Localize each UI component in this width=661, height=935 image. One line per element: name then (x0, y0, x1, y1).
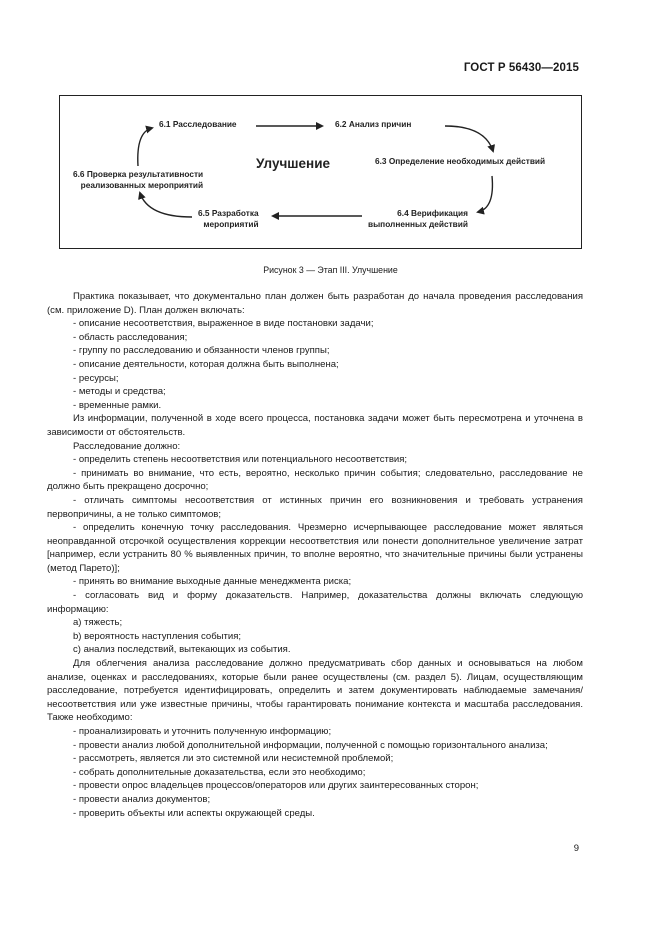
document-code: ГОСТ Р 56430—2015 (463, 62, 579, 74)
list-item: - описание несоответствия, выраженное в виде постановки задачи; (47, 317, 583, 331)
paragraph: Практика показывает, что документально план должен быть разработан до начала проведения расследования (см. приложение D). План должен включать: (47, 291, 583, 316)
list-item: - ресурсы; (47, 372, 583, 386)
paragraph: Расследование должно: (73, 440, 181, 452)
list-item: - собрать дополнительные доказательства, если это необходимо; (47, 766, 583, 780)
list-item: b) вероятность наступления события; (73, 630, 242, 642)
list-item: - согласовать вид и форму доказательств. Например, доказательства должны включать следующую информацию: (47, 589, 583, 616)
step-6-3-label: 6.3 Определение необходимых действий (375, 156, 546, 166)
figure-caption: Рисунок 3 — Этап III. Улучшение (263, 265, 398, 275)
arrow-6-5-to-6-6 (140, 193, 192, 217)
list-item: - рассмотреть, является ли это системной или несистемной проблемой; (47, 752, 583, 766)
list-item: - проверить объекты или аспекты окружающей среды. (47, 807, 583, 821)
paragraph: Для облегчения анализа расследование должно предусматривать сбор данных и основываться на любом анализе, оценках и расследованиях, которые были ранее осуществлены (см. раздел 5). Лицам, осуществляющим расследование, потребуется идентифицировать, определить и затем документировать наблюдаемые замечания/несоответствия или уже известные причины, чтобы гарантировать понимание контекста и масштаба расследования. Также необходимо: (47, 658, 583, 724)
step-6-4-label: 6.4 Верификация выполненных действий (368, 208, 468, 229)
improvement-center-label: Улучшение (256, 156, 331, 171)
list-item: - описание деятельности, которая должна быть выполнена; (47, 358, 583, 372)
list-item: - отличать симптомы несоответствия от истинных причин его возникновения и требовать устранения первопричины, а не только симптомов; (47, 494, 583, 521)
list-item: - проанализировать и уточнить полученную информацию; (47, 725, 583, 739)
list-item: - определить конечную точку расследования. Чрезмерно исчерпывающее расследование может являться неоправданной отсрочкой осуществления коррекции несоответствия или понести дополнительное увеличение затрат [например, если устранить 80 % выявленных причин, то вполне вероятно, что значительные причины были устранены (метод Парето)]; (47, 521, 583, 575)
arrow-6-2-to-6-3 (445, 126, 493, 151)
list-item: - принять во внимание выходные данные менеджмента риска; (47, 575, 583, 589)
page-number: 9 (573, 843, 579, 854)
list-item: - группу по расследованию и обязанности членов группы; (47, 344, 583, 358)
paragraph: Из информации, полученной в ходе всего процесса, постановка задачи может быть пересмотрена и уточнена в зависимости от обстоятельств. (47, 413, 583, 438)
list-item: - провести опрос владельцев процессов/операторов или других заинтересованных сторон; (47, 779, 583, 793)
arrow-6-6-to-6-1 (138, 128, 152, 166)
list-item: - методы и средства; (47, 385, 583, 399)
list-item: - область расследования; (47, 331, 583, 345)
step-6-1-label: 6.1 Расследование (159, 119, 237, 129)
step-6-6-label: 6.6 Проверка результативности реализованных мероприятий (73, 169, 204, 190)
list-item: - провести анализ документов; (47, 793, 583, 807)
step-6-5-label: 6.5 Разработка мероприятий (198, 208, 259, 229)
improvement-cycle-figure (59, 95, 582, 249)
body-text (47, 290, 583, 820)
list-item: с) анализ последствий, вытекающих из события. (73, 644, 291, 656)
list-item: а) тяжесть; (73, 617, 123, 629)
list-item: - временные рамки. (47, 399, 583, 413)
list-item: - определить степень несоответствия или потенциального несоответствия; (47, 453, 583, 467)
arrow-6-3-to-6-4 (478, 176, 492, 212)
step-6-2-label: 6.2 Анализ причин (335, 119, 412, 129)
list-item: - провести анализ любой дополнительной информации, полученной с помощью горизонтального анализа; (47, 739, 583, 753)
list-item: - принимать во внимание, что есть, вероятно, несколько причин события; следовательно, расследование не должно быть прекращено досрочно; (47, 467, 583, 494)
